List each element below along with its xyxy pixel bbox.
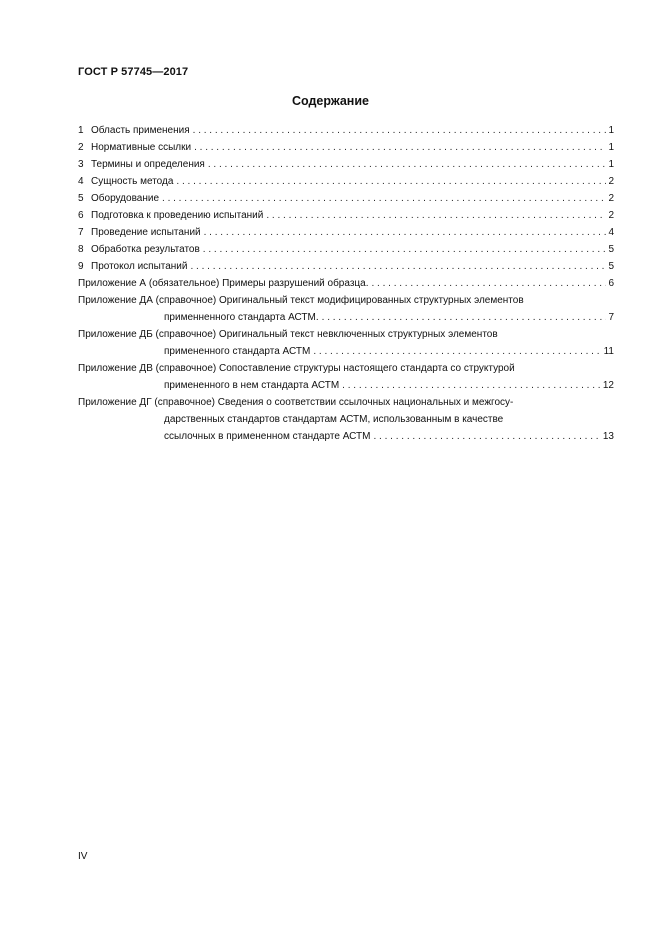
toc-appendix-page: 6 [608, 278, 614, 289]
table-of-contents [78, 122, 614, 445]
toc-entry-number: 3 [78, 159, 84, 170]
toc-entry-number: 9 [78, 261, 84, 272]
toc-entry-6[interactable] [78, 207, 614, 224]
toc-entry-number: 5 [78, 193, 84, 204]
dot-leader [263, 207, 606, 224]
toc-appendix-title: Приложение ДА (справочное) Оригинальный текст модифицированных структурных элементов [78, 295, 524, 306]
toc-entry-9[interactable] [78, 258, 614, 275]
dot-leader [173, 173, 606, 190]
toc-entry-page: 5 [608, 244, 614, 255]
toc-entry-8[interactable] [78, 241, 614, 258]
toc-appendix-db[interactable] [78, 326, 614, 360]
toc-appendix-title-cont: дарственных стандартов стандартам АСТМ, использованным в качестве [164, 414, 504, 425]
dot-leader [201, 224, 607, 241]
toc-entry-number: 2 [78, 142, 84, 153]
toc-appendix-title: Приложение ДГ (справочное) Сведения о соответствии ссылочных национальных и межгосу- [78, 397, 514, 408]
dot-leader [200, 241, 607, 258]
dot-leader [339, 377, 601, 394]
toc-entry-number: 1 [78, 125, 84, 136]
toc-entry-number: 8 [78, 244, 84, 255]
toc-appendix-page: 12 [602, 380, 614, 391]
toc-entry-page: 2 [608, 176, 614, 187]
toc-entry-page: 1 [608, 142, 614, 153]
toc-appendix-page: 13 [602, 431, 614, 442]
toc-entry-number: 7 [78, 227, 84, 238]
toc-entry-title: Обработка результатов [91, 244, 200, 255]
dot-leader [159, 190, 606, 207]
toc-appendix-a[interactable] [78, 275, 614, 292]
dot-leader [205, 156, 607, 173]
toc-entry-7[interactable] [78, 224, 614, 241]
toc-entry-2[interactable] [78, 139, 614, 156]
toc-entry-page: 4 [608, 227, 614, 238]
dot-leader [187, 258, 606, 275]
toc-entry-title: Подготовка к проведению испытаний [91, 210, 264, 221]
dot-leader [190, 122, 607, 139]
dot-leader [319, 309, 607, 326]
page-number: IV [78, 851, 88, 862]
toc-entry-title: Оборудование [91, 193, 160, 204]
toc-appendix-title-cont: применненного стандарта АСТМ. [164, 312, 319, 323]
toc-appendix-dv[interactable] [78, 360, 614, 394]
toc-entry-5[interactable] [78, 190, 614, 207]
dot-leader [191, 139, 606, 156]
dot-leader [310, 343, 601, 360]
toc-appendix-page: 7 [608, 312, 614, 323]
toc-entry-1[interactable] [78, 122, 614, 139]
toc-entry-number: 4 [78, 176, 84, 187]
toc-entry-title: Проведение испытаний [91, 227, 201, 238]
dot-leader [368, 275, 606, 292]
toc-entry-page: 1 [608, 159, 614, 170]
toc-entry-page: 2 [608, 210, 614, 221]
toc-entry-title: Термины и определения [91, 159, 205, 170]
toc-entry-page: 1 [608, 125, 614, 136]
toc-appendix-title-cont: примененного в нем стандарта АСТМ [164, 380, 340, 391]
dot-leader [370, 428, 600, 445]
toc-entry-title: Сущность метода [91, 176, 174, 187]
toc-entry-3[interactable] [78, 156, 614, 173]
toc-entry-4[interactable] [78, 173, 614, 190]
toc-appendix-page: 11 [603, 346, 614, 357]
toc-entry-number: 6 [78, 210, 84, 221]
toc-appendix-dg[interactable] [78, 394, 614, 445]
standard-code-header: ГОСТ Р 57745—2017 [78, 66, 189, 78]
toc-appendix-title: Приложение А (обязательное) Примеры разрушений образца. [78, 278, 369, 289]
toc-entry-title: Область применения [91, 125, 190, 136]
toc-appendix-title: Приложение ДВ (справочное) Сопоставление структуры настоящего стандарта со структурой [78, 363, 515, 374]
toc-entry-title: Нормативные ссылки [91, 142, 192, 153]
toc-appendix-title-cont: ссылочных в примененном стандарте АСТМ [164, 431, 371, 442]
toc-entry-page: 2 [608, 193, 614, 204]
toc-entry-title: Протокол испытаний [91, 261, 188, 272]
toc-appendix-title-cont: примененного стандарта АСТМ [164, 346, 311, 357]
toc-entry-page: 5 [608, 261, 614, 272]
toc-appendix-title: Приложение ДБ (справочное) Оригинальный текст невключенных структурных элементов [78, 329, 498, 340]
toc-title: Содержание [291, 94, 369, 108]
toc-appendix-da[interactable] [78, 292, 614, 326]
